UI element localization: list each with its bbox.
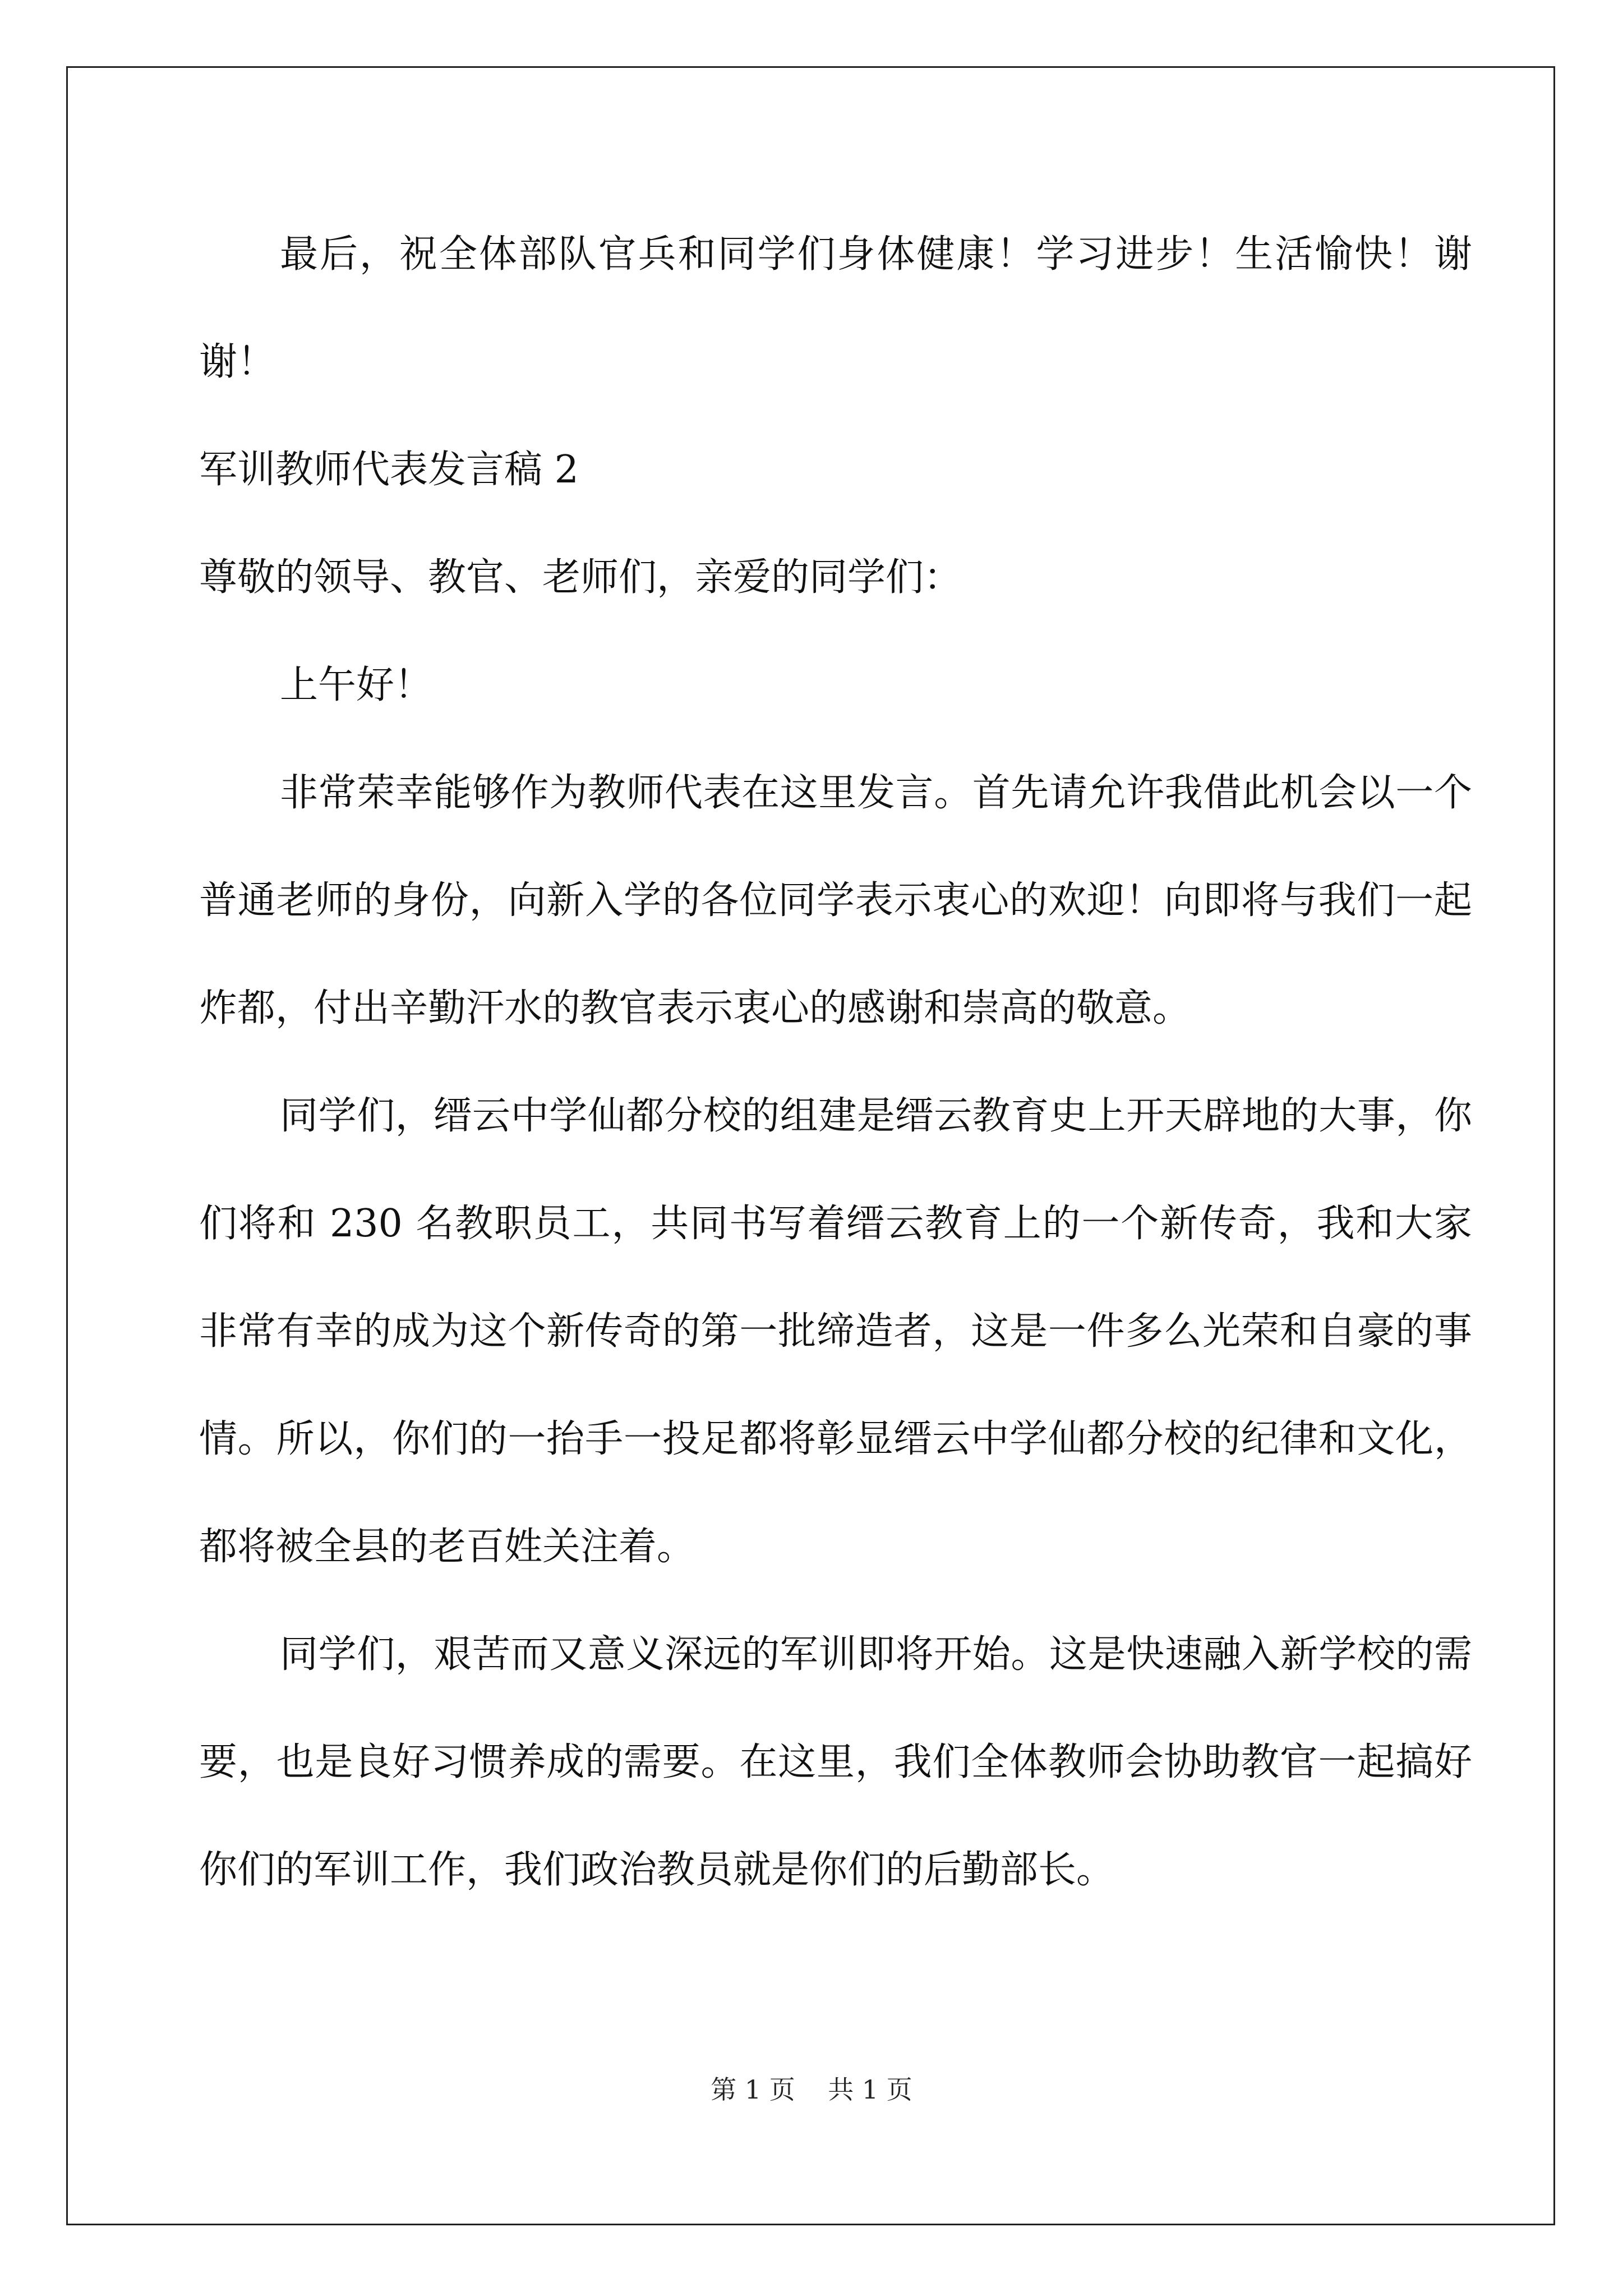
salutation: 尊敬的领导、教官、老师们，亲爱的同学们： (199, 555, 962, 600)
footer-spacer (795, 2074, 828, 2105)
greeting: 上午好！ (280, 663, 433, 707)
page-footer (0, 2073, 1623, 2106)
body-paragraph-1: 非常荣幸能够作为教师代表在这里发言。首先请允许我借此机会以一个普通老师的身份，向新入学的各位同学表示衷心的欢迎！向即将与我们一起炸都，付出辛勤汗水的教官表示衷心的感谢和崇高的敬意。 (199, 771, 1472, 1030)
page-total: 共 1 页 (828, 2074, 912, 2105)
closing-paragraph: 最后，祝全体部队官兵和同学们身体健康！学习进步！生活愉快！谢谢！ (199, 232, 1472, 384)
document-body (199, 201, 1472, 1924)
section-title: 军训教师代表发言稿 2 (199, 448, 579, 492)
page-number: 第 1 页 (711, 2074, 795, 2105)
body-paragraph-2: 同学们，缙云中学仙都分校的组建是缙云教育史上开天辟地的大事，你们将和 230 名教职员工，共同书写着缙云教育上的一个新传奇，我和大家非常有幸的成为这个新传奇的第一批缔造者，这是一件多么光荣和自豪的事情。所以，你们的一抬手一投足都将彰显缙云中学仙都分校的纪律和文化，都将被全县的老百姓关注着。 (199, 1094, 1472, 1569)
body-paragraph-3: 同学们，艰苦而又意义深远的军训即将开始。这是快速融入新学校的需要，也是良好习惯养成的需要。在这里，我们全体教师会协助教官一起搞好你们的军训工作，我们政治教员就是你们的后勤部长。 (199, 1632, 1472, 1892)
